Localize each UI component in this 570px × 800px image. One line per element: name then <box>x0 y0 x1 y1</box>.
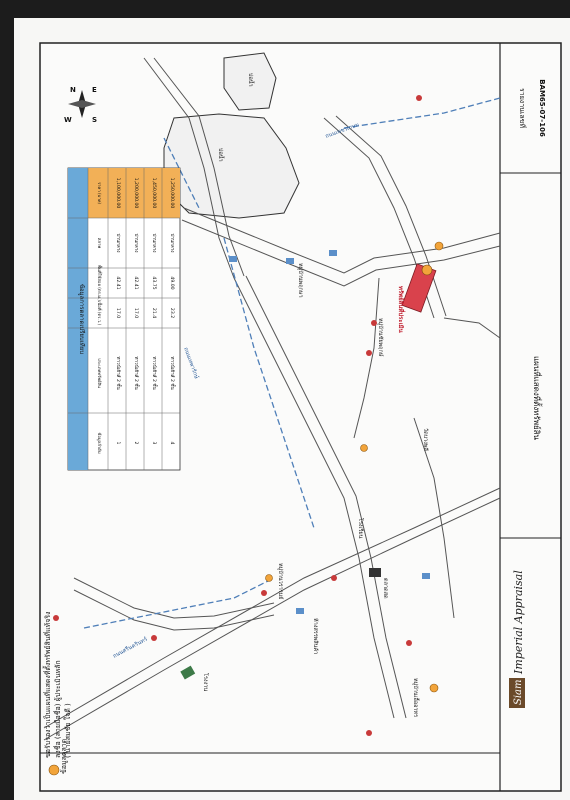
table-cell: 17.0 <box>115 307 120 319</box>
compass-s: S <box>92 116 98 124</box>
table-cell: ทาวน์เฮ้าส์ 2 ชั้น <box>115 356 120 390</box>
table-cell: 23.2 <box>169 307 174 319</box>
table-cell: ปานกลาง <box>151 233 156 253</box>
subject-pin <box>422 265 432 275</box>
market-point <box>361 445 368 452</box>
table-cell: 1,100,000.00 <box>115 177 120 209</box>
factory-label: โรงงาน <box>202 673 208 692</box>
table-header-cell: เนื้อที่ (ตร.ว.) <box>97 300 102 326</box>
road-3-label: ถนนศรีนครินทร์ <box>112 636 149 660</box>
caption-line2: ลงชื่อ (ลายมือชื่อ) ผู้ประเมินหลัก <box>54 660 62 758</box>
table-cell: 43.75 <box>151 276 156 290</box>
location-map <box>14 18 570 800</box>
compass-w: W <box>64 116 72 124</box>
building-icon <box>296 608 304 614</box>
report-label: รายงานเลขที่ <box>518 87 526 129</box>
compass-e: E <box>92 86 97 94</box>
legend-label: ข้อมูลตลาด <box>60 738 68 774</box>
market-label: ตลาดสด <box>382 578 388 599</box>
landmark-icon <box>151 635 157 641</box>
school-label: โรงเรียน <box>357 518 363 539</box>
table-cell: ทาวน์เฮ้าส์ 2 ชั้น <box>169 356 174 390</box>
landmark-icon <box>406 640 412 646</box>
logo-name: Imperial Appraisal <box>512 570 525 674</box>
table-cell: 1,250,000.00 <box>169 177 174 209</box>
building-icon <box>329 250 337 256</box>
village-d-label: หมู่บ้านเอื้ออาทร <box>412 678 418 718</box>
market-point <box>435 242 443 250</box>
table-header-cell: พื้นที่ใช้สอย (ตร.ม.) <box>97 265 102 301</box>
subject-label: ทรัพย์สินที่ประเมิน <box>397 286 404 333</box>
table-header-cell: ข้อมูลลำดับ <box>97 432 102 454</box>
caption-line1: ขอรับรองว่าเป็นแผนที่แสดงที่ตั้งทรัพย์สินที่แท้จริง <box>44 611 52 758</box>
building-icon <box>286 258 294 264</box>
landmark-icon <box>416 95 422 101</box>
comparison-table <box>68 168 180 470</box>
table-cell: 1,450,000.00 <box>151 177 156 209</box>
table-cell: ปานกลาง <box>115 233 120 253</box>
landmark-icon <box>371 320 377 326</box>
table-cell: ปานกลาง <box>133 233 138 253</box>
table-header-cell: ราคา (บาท) <box>97 181 102 205</box>
map-sheet <box>14 18 570 800</box>
table-cell: ทาวน์เฮ้าส์ 2 ชั้น <box>133 356 138 390</box>
mall-label: ห้างสรรพสินค้า <box>312 618 318 655</box>
table-header-cell: สภาพ <box>97 237 102 249</box>
table-caption: ข้อมูลการตลาดเปรียบเทียบ <box>78 283 85 355</box>
landmark-icon <box>366 350 372 356</box>
legend-marker <box>49 765 59 775</box>
factory-icon <box>369 568 381 577</box>
company-logo <box>509 570 525 708</box>
market-point <box>266 575 273 582</box>
village-c-label: หมู่บ้านวรารมย์ <box>277 563 283 600</box>
table-cell: ทาวน์เฮ้าส์ 2 ชั้น <box>151 356 156 390</box>
building-icon <box>422 573 430 579</box>
market-point <box>430 684 438 692</box>
table-cell: 1 <box>115 441 120 445</box>
report-number: BAM65-07-106 <box>538 79 546 137</box>
village-a-label: หมู่บ้านพฤกษา <box>297 263 303 298</box>
table-cell: 3 <box>151 441 156 445</box>
logo-brand: Siam <box>513 679 524 705</box>
table-cell: 4 <box>169 441 174 445</box>
landmark-icon <box>53 615 59 621</box>
compass-n: N <box>70 86 76 94</box>
building-icon <box>229 256 237 262</box>
caption-line3: ( นายสมชัย ใจดี ) <box>64 703 72 758</box>
table-cell: 2 <box>133 441 138 445</box>
table-cell: 17.0 <box>133 307 138 319</box>
landmark-icon <box>261 590 267 596</box>
table-header-cell: ประเภททรัพย์สิน <box>97 358 102 388</box>
road-main-label: ถนนเพชรเกษม <box>324 122 361 140</box>
landmark-icon <box>366 730 372 736</box>
village-b-label: หมู่บ้านชัยพฤกษ์ <box>377 318 383 357</box>
temple-label: วัดบางพลี <box>422 428 428 451</box>
table-cell: ปานกลาง <box>169 233 174 253</box>
table-cell: 49.00 <box>169 276 174 290</box>
road-2-label: ถนนเทพารักษ์ <box>182 346 200 380</box>
table-cell: 21.4 <box>151 307 156 319</box>
table-cell: 42.41 <box>133 276 138 290</box>
table-cell: 1,200,000.00 <box>133 177 138 209</box>
table-cell: 42.41 <box>115 276 120 290</box>
lake-large-label: บ่อน้ำ <box>217 148 223 162</box>
map-title: แผนที่แสดงที่ตั้งทรัพย์สิน <box>532 356 541 440</box>
landmark-icon <box>331 575 337 581</box>
lake-small-label: บ่อน้ำ <box>247 73 253 87</box>
